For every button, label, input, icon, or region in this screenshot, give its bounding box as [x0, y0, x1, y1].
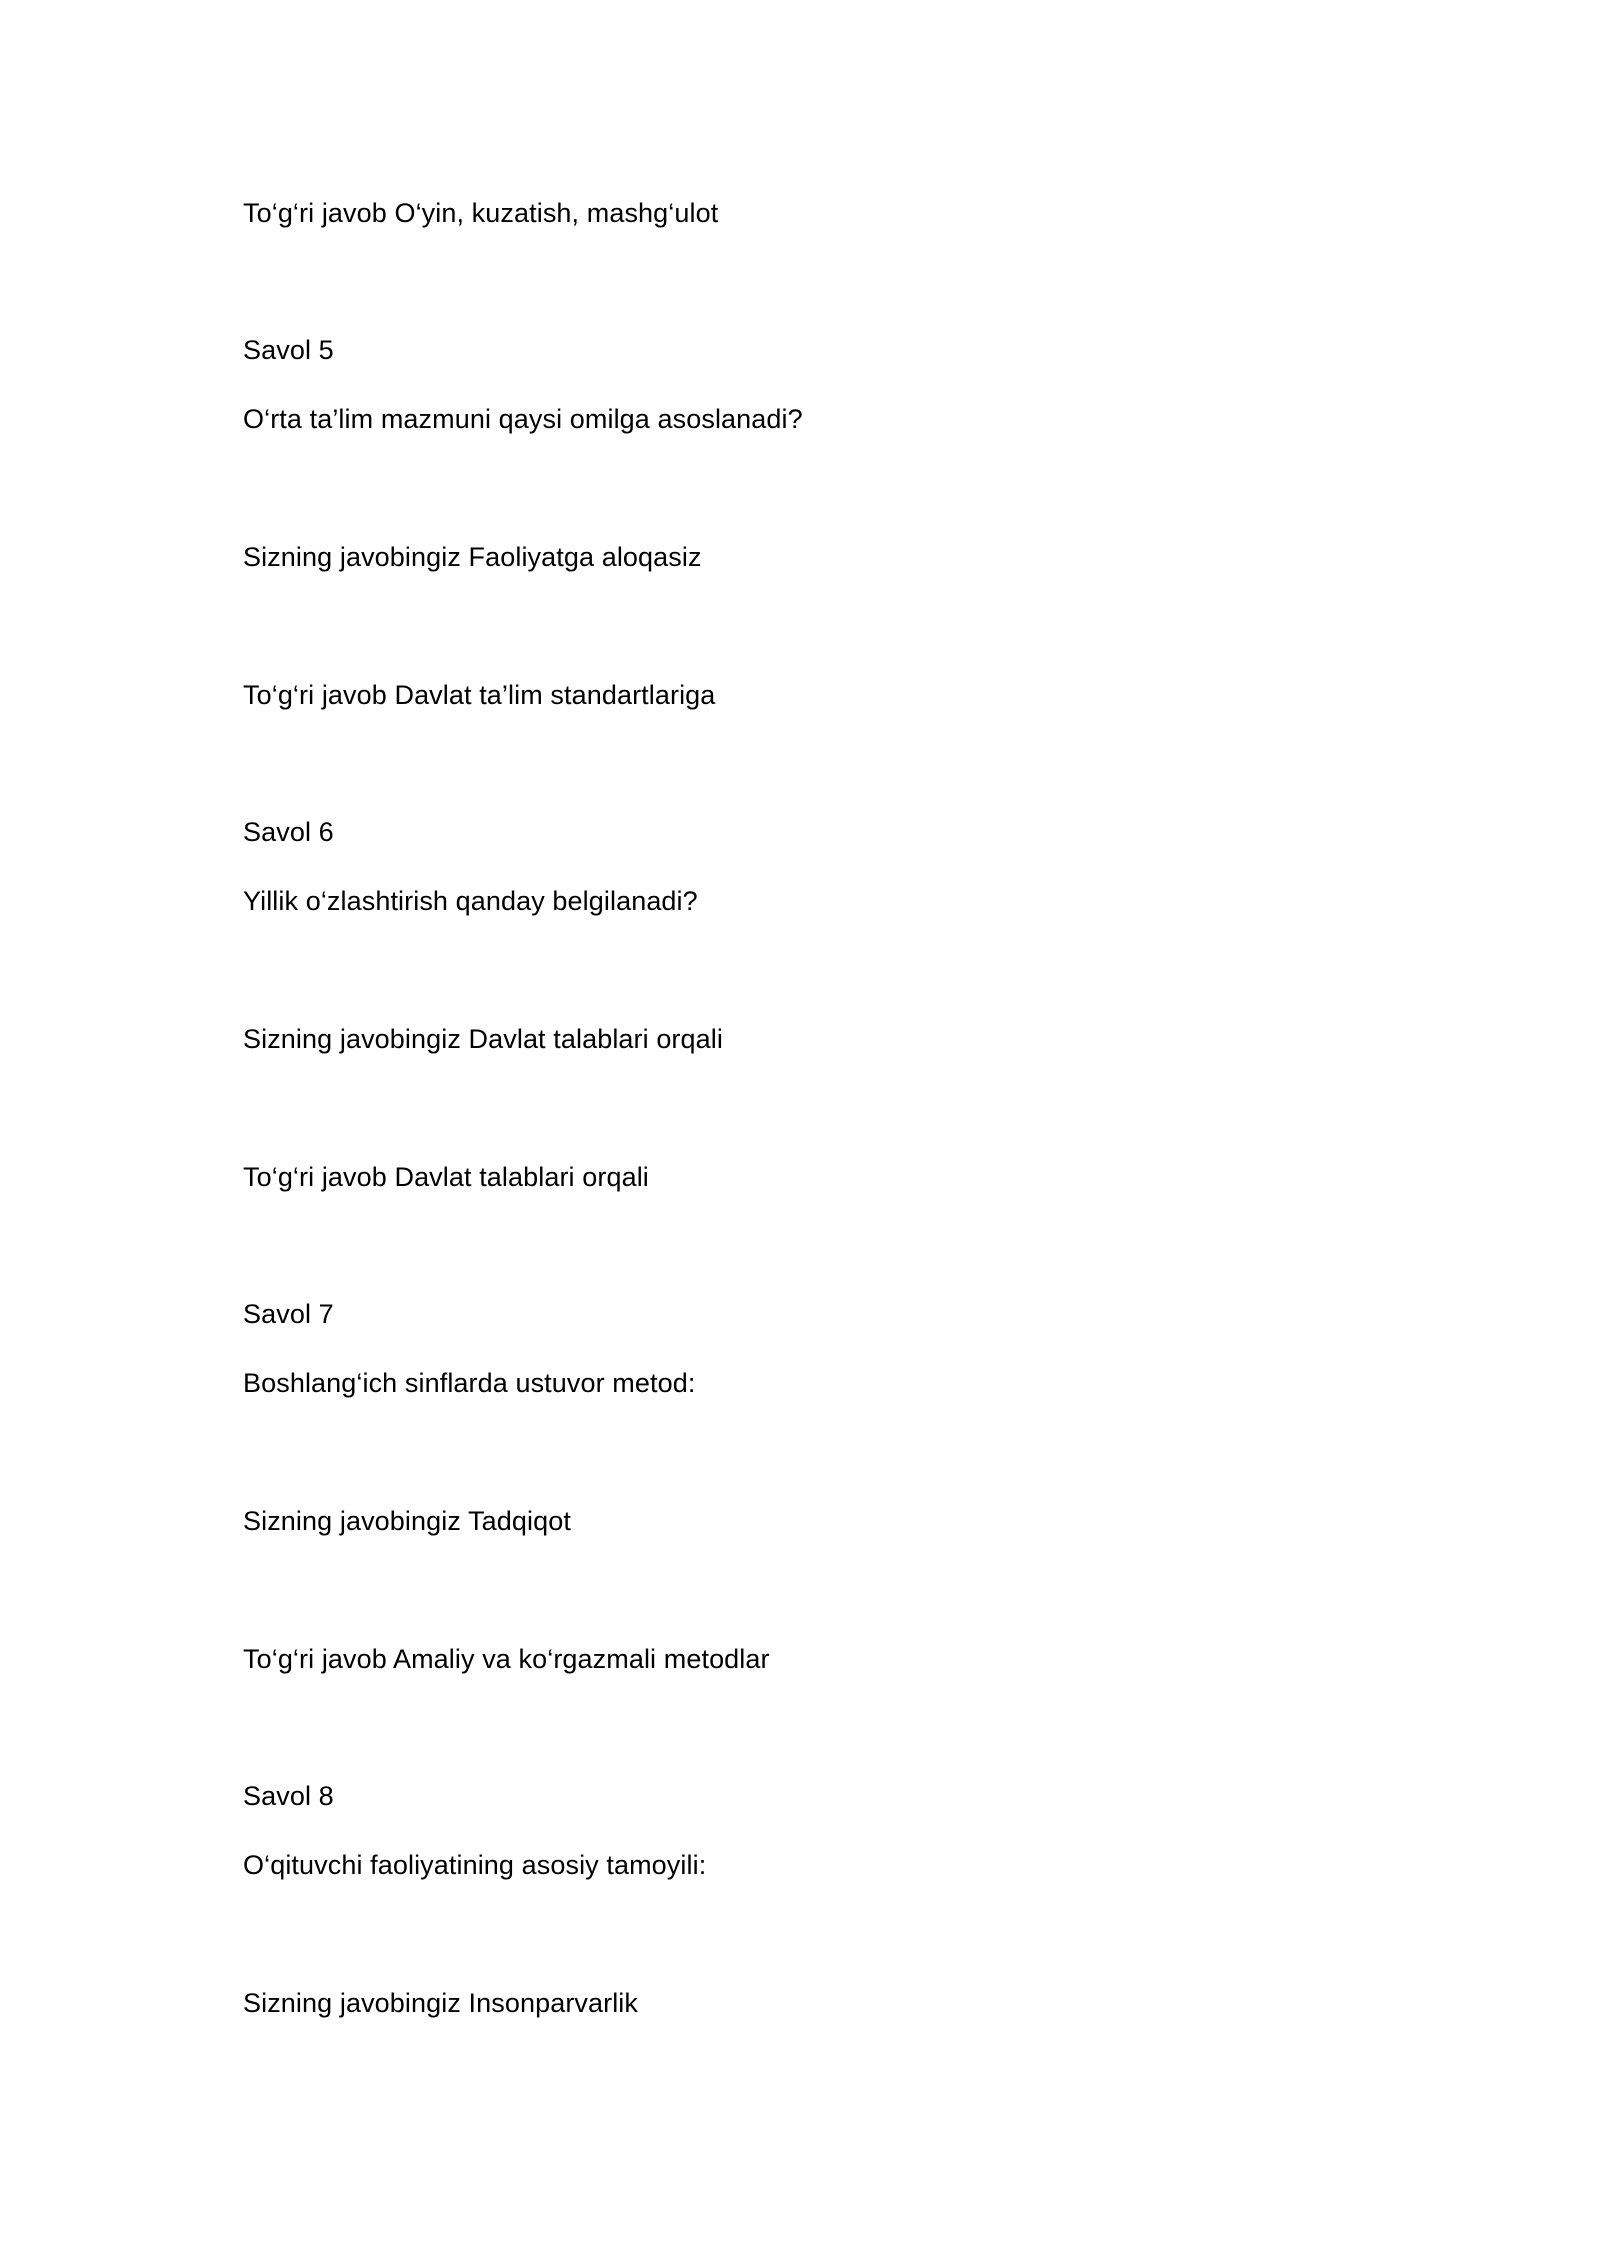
question-number: Savol 7 — [243, 1299, 334, 1329]
question-number: Savol 5 — [243, 335, 334, 365]
correct-answer-line: To‘g‘ri javob O‘yin, kuzatish, mashg‘ulot — [243, 198, 719, 228]
question-text: Boshlang‘ich sinflarda ustuvor metod: — [243, 1368, 696, 1398]
your-answer-line: Sizning javobingiz Faoliyatga aloqasiz — [243, 542, 702, 572]
question-text: Yillik o‘zlashtirish qanday belgilanadi? — [243, 886, 698, 916]
your-answer-line: Sizning javobingiz Insonparvarlik — [243, 1988, 639, 2018]
question-text: O‘qituvchi faoliyatining asosiy tamoyili: — [243, 1850, 707, 1880]
question-number: Savol 6 — [243, 817, 334, 847]
correct-answer-line: To‘g‘ri javob Davlat talablari orqali — [243, 1162, 649, 1192]
correct-answer-line: To‘g‘ri javob Amaliy va ko‘rgazmali metodlar — [243, 1644, 770, 1674]
question-text: O‘rta ta’lim mazmuni qaysi omilga asoslanadi? — [243, 404, 803, 434]
your-answer-line: Sizning javobingiz Davlat talablari orqali — [243, 1024, 723, 1054]
your-answer-line: Sizning javobingiz Tadqiqot — [243, 1506, 571, 1536]
question-number: Savol 8 — [243, 1781, 334, 1811]
correct-answer-line: To‘g‘ri javob Davlat ta’lim standartlariga — [243, 680, 716, 710]
